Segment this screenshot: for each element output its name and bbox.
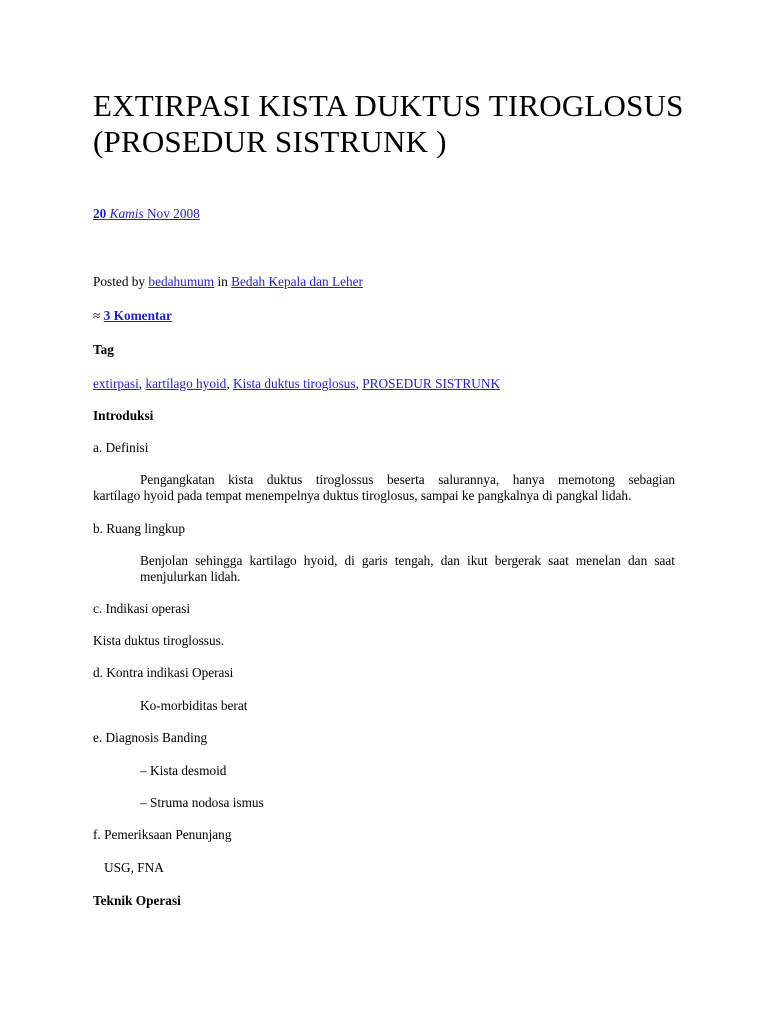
tag-separator: , xyxy=(138,376,143,391)
diagnosis-item-label: Kista desmoid xyxy=(149,763,227,778)
ruang-lingkup-line-2: menjulurkan lidah. xyxy=(140,569,241,584)
definisi-line-2: kartílago hyoid pada tempat menempelnya duktus tiroglosus, sampai ke pangkalnya di pangkal lidah. xyxy=(93,488,632,503)
comments-link[interactable]: 3 Komentar xyxy=(103,308,172,323)
post-meta xyxy=(93,274,363,290)
in-label: in xyxy=(217,274,228,289)
date-weekday[interactable]: Kamis xyxy=(109,206,144,221)
indikasi-heading: c. Indikasi operasi xyxy=(93,601,191,616)
ruang-lingkup-line-1: Benjolan sehingga kartilago hyoid, di garis tengah, dan ikut bergerak saat menelan dan saat xyxy=(140,553,675,568)
pemeriksaan-heading: f. Pemeriksaan Penunjang xyxy=(93,827,232,842)
definisi-line-1: Pengangkatan kista duktus tiroglossus beserta salurannya, hanya memotong sebagian xyxy=(140,472,675,487)
tag-link-extirpasi[interactable]: extirpasi xyxy=(93,376,139,391)
section-introduksi: Introduksi xyxy=(93,408,154,423)
kontra-indikasi-heading: d. Kontra indikasi Operasi xyxy=(93,665,234,680)
diagnosis-banding-heading: e. Diagnosis Banding xyxy=(93,730,208,745)
tag-separator: , xyxy=(355,376,359,391)
dash-bullet: – xyxy=(140,795,147,810)
date-month-year[interactable]: Nov 2008 xyxy=(146,206,200,221)
diagnosis-item xyxy=(140,763,226,779)
kontra-indikasi-text: Ko-morbiditas berat xyxy=(140,698,248,713)
comments-line xyxy=(93,308,172,324)
tag-link-kista-duktus[interactable]: Kista duktus tiroglosus xyxy=(232,376,356,391)
tag-separator: , xyxy=(226,376,230,391)
post-date[interactable] xyxy=(93,206,200,222)
page-title: EXTIRPASI KISTA DUKTUS TIROGLOSUS (PROSEDUR SISTRUNK ) xyxy=(93,88,684,159)
teknik-operasi-heading: Teknik Operasi xyxy=(93,893,181,908)
posted-by-label: Posted by xyxy=(93,274,146,289)
tags-list xyxy=(93,376,500,392)
pemeriksaan-text: USG, FNA xyxy=(104,860,164,875)
tag-link-kartilago-hyoid[interactable]: kartílago hyoid xyxy=(145,376,227,391)
category-link[interactable]: Bedah Kepala dan Leher xyxy=(231,274,363,289)
diagnosis-item xyxy=(140,795,264,811)
indikasi-text: Kista duktus tiroglossus. xyxy=(93,633,225,648)
author-link[interactable]: bedahumum xyxy=(148,274,215,289)
definisi-heading: a. Definisi xyxy=(93,440,149,455)
date-link[interactable] xyxy=(93,206,200,221)
diagnosis-item-label: Struma nodosa ismus xyxy=(149,795,264,810)
ruang-lingkup-heading: b. Ruang lingkup xyxy=(93,521,185,536)
tags-heading: Tag xyxy=(93,342,114,357)
date-day[interactable]: 20 xyxy=(93,206,107,221)
comments-icon: ≈ xyxy=(93,308,101,323)
tag-link-prosedur-sistrunk[interactable]: PROSEDUR SISTRUNK xyxy=(362,376,501,391)
dash-bullet: – xyxy=(140,763,147,778)
